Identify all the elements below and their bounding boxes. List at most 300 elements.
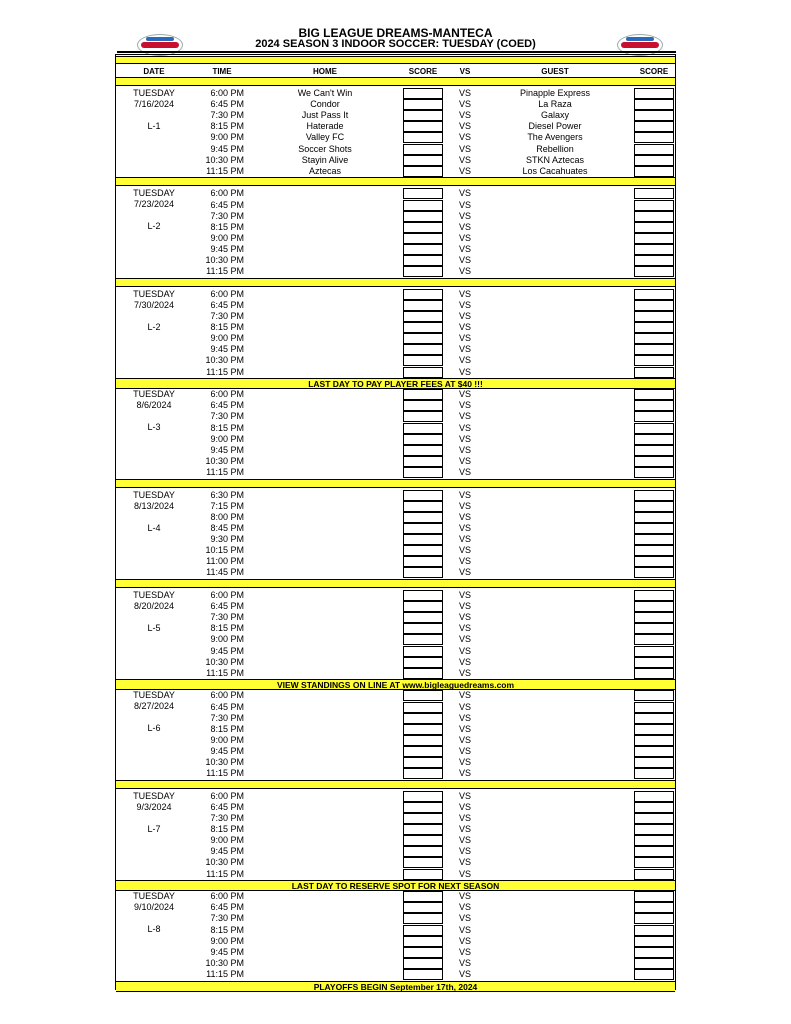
vs-label: VS	[458, 667, 471, 678]
guest-score-box[interactable]	[634, 846, 674, 857]
home-score-box[interactable]	[403, 913, 443, 924]
game-time: 6:45 PM	[210, 299, 244, 310]
week-divider-bar	[116, 177, 675, 186]
vs-label: VS	[458, 868, 471, 879]
home-score-box[interactable]	[403, 724, 443, 735]
week-day: TUESDAY	[133, 188, 175, 199]
home-score-box[interactable]	[403, 467, 443, 478]
game-time: 9:45 PM	[210, 344, 244, 355]
home-score-box[interactable]	[403, 668, 443, 679]
home-score-box[interactable]	[403, 657, 443, 668]
vs-label: VS	[458, 623, 471, 634]
vs-label: VS	[458, 143, 471, 154]
home-score-box[interactable]	[403, 824, 443, 835]
guest-score-box[interactable]	[634, 556, 674, 567]
home-score-box[interactable]	[403, 545, 443, 556]
week-league: L-5	[147, 623, 161, 633]
game-time: 8:45 PM	[210, 522, 244, 533]
home-score-box[interactable]	[403, 936, 443, 947]
guest-score-box[interactable]	[634, 266, 674, 277]
guest-score-box[interactable]	[634, 512, 674, 523]
guest-score-box[interactable]	[634, 958, 674, 969]
game-time: 8:15 PM	[210, 322, 244, 333]
vs-label: VS	[458, 400, 471, 411]
guest-score-box[interactable]	[634, 802, 674, 813]
game-time: 7:30 PM	[210, 210, 244, 221]
week-date: 7/16/2024	[133, 99, 175, 109]
guest-score-box[interactable]	[634, 835, 674, 846]
home-score-box[interactable]	[403, 567, 443, 578]
game-time: 10:30 PM	[205, 957, 244, 968]
guest-team: Galaxy	[540, 110, 569, 121]
guest-score-box[interactable]	[634, 322, 674, 333]
guest-score-box[interactable]	[634, 289, 674, 300]
game-time: 6:45 PM	[210, 199, 244, 210]
col-header-time: TIME	[212, 67, 232, 76]
home-score-box[interactable]	[403, 768, 443, 779]
guest-score-box[interactable]	[634, 244, 674, 255]
game-time: 10:30 PM	[205, 857, 244, 868]
home-score-box[interactable]	[403, 813, 443, 824]
vs-label: VS	[458, 612, 471, 623]
guest-score-box[interactable]	[634, 612, 674, 623]
week-divider-bar	[116, 579, 675, 588]
vs-label: VS	[458, 534, 471, 544]
week-divider-bar	[116, 278, 675, 287]
home-score-box[interactable]	[403, 969, 443, 980]
guest-score-box[interactable]	[634, 166, 674, 177]
game-time: 9:30 PM	[210, 534, 244, 544]
home-score-box[interactable]	[403, 925, 443, 936]
vs-label: VS	[458, 857, 471, 868]
game-time: 9:00 PM	[210, 132, 244, 143]
home-score-box[interactable]	[403, 266, 443, 277]
vs-label: VS	[458, 188, 471, 199]
guest-score-box[interactable]	[634, 646, 674, 657]
home-score-box[interactable]	[403, 590, 443, 601]
home-score-box[interactable]	[403, 333, 443, 344]
home-score-box[interactable]	[403, 501, 443, 512]
home-score-box[interactable]	[403, 835, 443, 846]
guest-score-box[interactable]	[634, 155, 674, 166]
week-divider-bar	[116, 780, 675, 789]
home-score-box[interactable]	[403, 244, 443, 255]
home-score-box[interactable]	[403, 802, 443, 813]
guest-score-box[interactable]	[634, 233, 674, 244]
game-time: 8:15 PM	[210, 221, 244, 232]
vs-label: VS	[458, 165, 471, 176]
home-score-box[interactable]	[403, 534, 443, 545]
guest-score-box[interactable]	[634, 768, 674, 779]
vs-label: VS	[458, 645, 471, 656]
vs-label: VS	[458, 590, 471, 600]
guest-score-box[interactable]	[634, 355, 674, 366]
vs-label: VS	[458, 433, 471, 444]
home-score-box[interactable]	[403, 646, 443, 657]
guest-team: Pinapple Express	[519, 88, 591, 98]
week-day: TUESDAY	[133, 590, 175, 600]
week-divider-bar	[116, 479, 675, 488]
home-score-box[interactable]	[403, 702, 443, 713]
home-score-box[interactable]	[403, 166, 443, 177]
home-score-box[interactable]	[403, 958, 443, 969]
vs-label: VS	[458, 489, 471, 500]
home-team: Haterade	[306, 121, 344, 132]
home-team: Soccer Shots	[298, 143, 352, 154]
vs-label: VS	[458, 734, 471, 745]
home-score-box[interactable]	[403, 222, 443, 233]
home-score-box[interactable]	[403, 690, 443, 701]
vs-label: VS	[458, 232, 471, 243]
week-date: 9/10/2024	[133, 902, 175, 913]
home-score-box[interactable]	[403, 300, 443, 311]
guest-score-box[interactable]	[634, 824, 674, 835]
vs-label: VS	[458, 690, 471, 701]
game-time: 6:45 PM	[210, 601, 244, 612]
game-time: 8:15 PM	[210, 924, 244, 935]
game-time: 6:45 PM	[210, 400, 244, 411]
guest-score-box[interactable]	[634, 367, 674, 378]
guest-score-box[interactable]	[634, 891, 674, 902]
game-time: 7:30 PM	[210, 913, 244, 924]
home-score-box[interactable]	[403, 121, 443, 132]
guest-team: La Raza	[538, 99, 572, 110]
vs-label: VS	[458, 266, 471, 277]
guest-score-box[interactable]	[634, 713, 674, 724]
vs-label: VS	[458, 935, 471, 946]
vs-label: VS	[458, 444, 471, 455]
guest-score-box[interactable]	[634, 735, 674, 746]
vs-label: VS	[458, 411, 471, 422]
week-date: 8/13/2024	[133, 500, 175, 511]
week-league: L-4	[147, 522, 161, 533]
vs-label: VS	[458, 333, 471, 344]
home-score-box[interactable]	[403, 434, 443, 445]
vs-label: VS	[458, 824, 471, 835]
home-score-box[interactable]	[403, 367, 443, 378]
vs-label: VS	[458, 322, 471, 333]
guest-score-box[interactable]	[634, 311, 674, 322]
game-time: 7:30 PM	[210, 411, 244, 422]
home-score-box[interactable]	[403, 791, 443, 802]
home-score-box[interactable]	[403, 255, 443, 266]
game-time: 9:45 PM	[210, 143, 244, 154]
vs-label: VS	[458, 355, 471, 366]
game-time: 6:00 PM	[210, 690, 244, 701]
guest-score-box[interactable]	[634, 110, 674, 121]
vs-label: VS	[458, 243, 471, 254]
home-score-box[interactable]	[403, 612, 443, 623]
guest-score-box[interactable]	[634, 99, 674, 110]
col-header-guest: GUEST	[541, 67, 569, 76]
guest-score-box[interactable]	[634, 567, 674, 578]
home-score-box[interactable]	[403, 344, 443, 355]
vs-label: VS	[458, 121, 471, 132]
game-time: 8:00 PM	[210, 511, 244, 522]
home-score-box[interactable]	[403, 456, 443, 467]
vs-label: VS	[458, 846, 471, 857]
guest-score-box[interactable]	[634, 746, 674, 757]
home-score-box[interactable]	[403, 99, 443, 110]
vs-label: VS	[458, 924, 471, 935]
home-score-box[interactable]	[403, 311, 443, 322]
guest-score-box[interactable]	[634, 969, 674, 980]
game-time: 11:00 PM	[206, 556, 244, 567]
guest-score-box[interactable]	[634, 690, 674, 701]
guest-score-box[interactable]	[634, 300, 674, 311]
home-score-box[interactable]	[403, 389, 443, 400]
home-score-box[interactable]	[403, 869, 443, 880]
home-score-box[interactable]	[403, 233, 443, 244]
vs-label: VS	[458, 913, 471, 924]
game-time: 7:30 PM	[210, 110, 244, 121]
game-time: 6:00 PM	[210, 88, 244, 98]
week-date-cell	[116, 289, 192, 333]
guest-score-box[interactable]	[634, 702, 674, 713]
home-score-box[interactable]	[403, 490, 443, 501]
guest-score-box[interactable]	[634, 121, 674, 132]
home-score-box[interactable]	[403, 355, 443, 366]
guest-score-box[interactable]	[634, 668, 674, 679]
guest-score-box[interactable]	[634, 200, 674, 211]
home-score-box[interactable]	[403, 735, 443, 746]
guest-score-box[interactable]	[634, 902, 674, 913]
home-score-box[interactable]	[403, 601, 443, 612]
home-score-box[interactable]	[403, 411, 443, 422]
guest-score-box[interactable]	[634, 724, 674, 735]
vs-label: VS	[458, 757, 471, 767]
vs-label: VS	[458, 902, 471, 913]
col-header-vs: VS	[459, 67, 471, 76]
top-bar	[116, 56, 675, 64]
game-time: 6:00 PM	[210, 389, 244, 400]
game-time: 9:00 PM	[210, 835, 244, 846]
guest-score-box[interactable]	[634, 813, 674, 824]
game-time: 7:30 PM	[210, 813, 244, 823]
game-time: 9:00 PM	[210, 333, 244, 344]
home-score-box[interactable]	[403, 523, 443, 534]
notice-banner: VIEW STANDINGS ON LINE AT www.bigleaguedreams.com	[116, 679, 675, 690]
week-date-cell	[116, 690, 192, 734]
guest-score-box[interactable]	[634, 411, 674, 422]
guest-score-box[interactable]	[634, 188, 674, 199]
home-score-box[interactable]	[403, 200, 443, 211]
guest-score-box[interactable]	[634, 88, 674, 99]
week-date-cell	[116, 188, 192, 232]
game-time: 6:45 PM	[210, 902, 244, 913]
guest-score-box[interactable]	[634, 456, 674, 467]
week-date: 9/3/2024	[136, 801, 172, 812]
guest-team: The Avengers	[527, 132, 583, 143]
home-score-box[interactable]	[403, 857, 443, 868]
week-day: TUESDAY	[133, 288, 175, 299]
week-date-cell	[116, 791, 192, 835]
notice-banner: PLAYOFFS BEGIN September 17th, 2024	[116, 981, 675, 992]
guest-score-box[interactable]	[634, 333, 674, 344]
notice-banner: LAST DAY TO RESERVE SPOT FOR NEXT SEASON	[116, 880, 675, 891]
guest-score-box[interactable]	[634, 445, 674, 456]
vs-label: VS	[458, 634, 471, 645]
vs-label: VS	[458, 422, 471, 433]
vs-label: VS	[458, 556, 471, 567]
game-time: 11:15 PM	[206, 768, 244, 779]
vs-label: VS	[458, 891, 471, 902]
game-time: 8:15 PM	[210, 824, 244, 835]
guest-score-box[interactable]	[634, 400, 674, 411]
vs-label: VS	[458, 768, 471, 779]
guest-score-box[interactable]	[634, 222, 674, 233]
home-score-box[interactable]	[403, 846, 443, 857]
guest-score-box[interactable]	[634, 344, 674, 355]
vs-label: VS	[458, 288, 471, 299]
page-subtitle: 2024 SEASON 3 INDOOR SOCCER: TUESDAY (COED)	[255, 38, 536, 50]
week-date-cell	[116, 88, 192, 132]
vs-label: VS	[458, 835, 471, 846]
guest-score-box[interactable]	[634, 211, 674, 222]
week-day: TUESDAY	[133, 389, 175, 400]
home-score-box[interactable]	[403, 400, 443, 411]
guest-score-box[interactable]	[634, 869, 674, 880]
home-score-box[interactable]	[403, 891, 443, 902]
game-time: 9:00 PM	[210, 232, 244, 243]
home-score-box[interactable]	[403, 423, 443, 434]
guest-score-box[interactable]	[634, 389, 674, 400]
vs-label: VS	[458, 790, 471, 801]
home-team: Just Pass It	[301, 110, 349, 121]
guest-score-box[interactable]	[634, 423, 674, 434]
home-team: Aztecas	[308, 165, 341, 176]
home-score-box[interactable]	[403, 634, 443, 645]
game-time: 10:30 PM	[205, 656, 244, 667]
guest-score-box[interactable]	[634, 434, 674, 445]
week-league: L-3	[147, 422, 161, 433]
guest-score-box[interactable]	[634, 791, 674, 802]
guest-score-box[interactable]	[634, 545, 674, 556]
vs-label: VS	[458, 389, 471, 400]
home-score-box[interactable]	[403, 623, 443, 634]
game-time: 6:00 PM	[210, 590, 244, 600]
week-date: 8/6/2024	[136, 400, 172, 411]
week-league: L-6	[147, 723, 161, 734]
guest-score-box[interactable]	[634, 534, 674, 545]
week-date-cell	[116, 891, 192, 935]
guest-score-box[interactable]	[634, 913, 674, 924]
guest-score-box[interactable]	[634, 947, 674, 958]
guest-score-box[interactable]	[634, 144, 674, 155]
vs-label: VS	[458, 813, 471, 823]
game-time: 6:30 PM	[210, 489, 244, 500]
home-score-box[interactable]	[403, 713, 443, 724]
game-time: 11:45 PM	[206, 567, 244, 578]
home-score-box[interactable]	[403, 110, 443, 121]
vs-label: VS	[458, 154, 471, 165]
home-score-box[interactable]	[403, 211, 443, 222]
week-divider-bar	[116, 77, 675, 86]
home-score-box[interactable]	[403, 902, 443, 913]
game-time: 11:15 PM	[206, 165, 244, 176]
vs-label: VS	[458, 311, 471, 321]
week-date: 8/20/2024	[133, 601, 175, 611]
vs-label: VS	[458, 712, 471, 723]
guest-score-box[interactable]	[634, 467, 674, 478]
vs-label: VS	[458, 500, 471, 511]
home-score-box[interactable]	[403, 132, 443, 143]
vs-label: VS	[458, 522, 471, 533]
game-time: 7:30 PM	[210, 712, 244, 723]
week-day: TUESDAY	[133, 489, 175, 500]
guest-score-box[interactable]	[634, 132, 674, 143]
game-time: 6:45 PM	[210, 99, 244, 110]
home-score-box[interactable]	[403, 757, 443, 768]
game-time: 9:00 PM	[210, 433, 244, 444]
home-score-box[interactable]	[403, 746, 443, 757]
week-league: L-8	[147, 924, 161, 935]
game-time: 10:30 PM	[205, 757, 244, 767]
game-time: 9:45 PM	[210, 846, 244, 857]
game-time: 10:30 PM	[205, 154, 244, 165]
vs-label: VS	[458, 210, 471, 221]
guest-score-box[interactable]	[634, 757, 674, 768]
vs-label: VS	[458, 88, 471, 98]
guest-score-box[interactable]	[634, 523, 674, 534]
home-score-box[interactable]	[403, 512, 443, 523]
game-time: 6:00 PM	[210, 188, 244, 199]
game-time: 7:30 PM	[210, 612, 244, 623]
guest-score-box[interactable]	[634, 857, 674, 868]
home-score-box[interactable]	[403, 88, 443, 99]
home-score-box[interactable]	[403, 445, 443, 456]
home-score-box[interactable]	[403, 144, 443, 155]
guest-score-box[interactable]	[634, 925, 674, 936]
game-time: 6:00 PM	[210, 891, 244, 902]
week-date: 7/23/2024	[133, 199, 175, 210]
game-time: 8:15 PM	[210, 723, 244, 734]
guest-score-box[interactable]	[634, 601, 674, 612]
guest-score-box[interactable]	[634, 634, 674, 645]
vs-label: VS	[458, 968, 471, 979]
guest-score-box[interactable]	[634, 657, 674, 668]
notice-banner: LAST DAY TO PAY PLAYER FEES AT $40 !!!	[116, 378, 675, 389]
home-score-box[interactable]	[403, 289, 443, 300]
guest-score-box[interactable]	[634, 623, 674, 634]
home-team: Condor	[310, 99, 340, 110]
week-day: TUESDAY	[133, 891, 175, 902]
game-time: 6:45 PM	[210, 801, 244, 812]
home-score-box[interactable]	[403, 188, 443, 199]
game-time: 9:45 PM	[210, 645, 244, 656]
home-score-box[interactable]	[403, 155, 443, 166]
guest-score-box[interactable]	[634, 501, 674, 512]
guest-score-box[interactable]	[634, 936, 674, 947]
guest-score-box[interactable]	[634, 590, 674, 601]
guest-score-box[interactable]	[634, 255, 674, 266]
vs-label: VS	[458, 601, 471, 612]
vs-label: VS	[458, 957, 471, 968]
col-header-home: HOME	[313, 67, 337, 76]
guest-team: Los Cacahuates	[522, 165, 588, 176]
vs-label: VS	[458, 567, 471, 578]
game-time: 9:45 PM	[210, 745, 244, 756]
home-score-box[interactable]	[403, 322, 443, 333]
game-time: 8:15 PM	[210, 623, 244, 634]
week-day: TUESDAY	[133, 88, 175, 98]
home-score-box[interactable]	[403, 947, 443, 958]
home-score-box[interactable]	[403, 556, 443, 567]
game-time: 7:15 PM	[210, 500, 244, 511]
home-team: Valley FC	[305, 132, 345, 143]
game-time: 6:00 PM	[210, 790, 244, 801]
guest-score-box[interactable]	[634, 490, 674, 501]
